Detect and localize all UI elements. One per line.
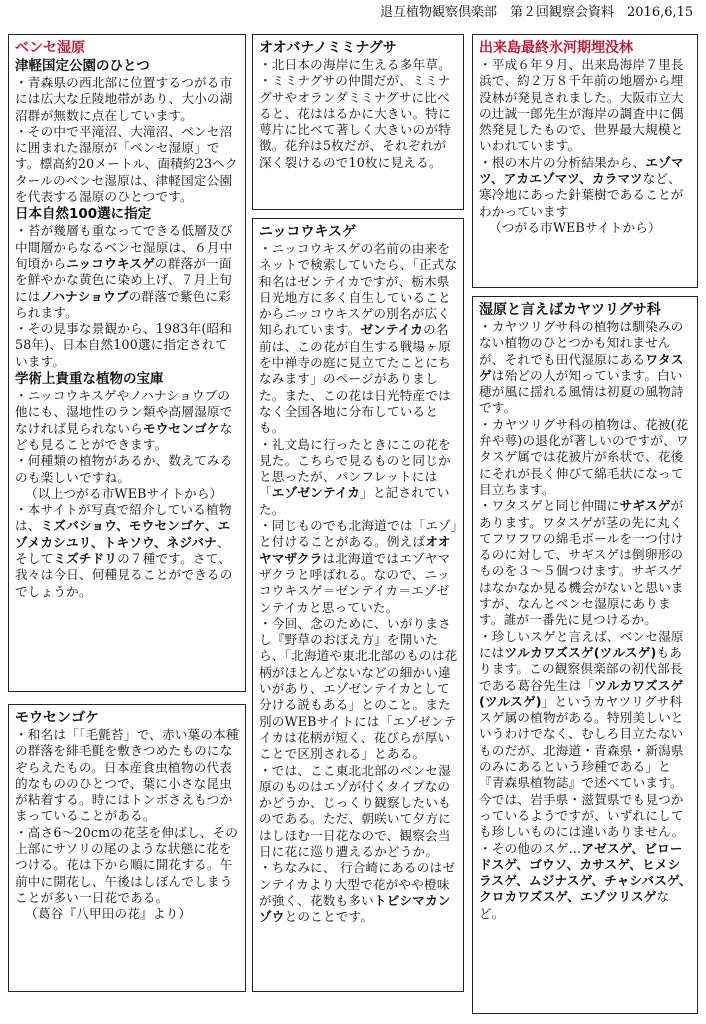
mousengoke-p1: ・和名は「「毛氈苔」で、赤い葉の本種の群落を緋毛氈を敷きつめたものになぞらえたもの。日本産食虫植物の代表的なもののひとつで、葉に小さな昆虫が粘着する。時にはトンボさえもつかまっていることがある。 (15, 727, 239, 824)
demoto-source: （つがる市WEBサイトから） (489, 219, 661, 235)
mousengoke-p2: ・高さ6～20cmの花茎を伸ばし、その上部にサソリの尾のような状態に花をつける。花は下から順に開花する。午前中に開花し、午後はしぼんでしまうことが多い一日花である。 (15, 824, 239, 905)
bense-p6: ・何種類の植物があるか、数えてみるのも楽しいですね。 (15, 453, 233, 485)
oobana-title: オオバナノミミナグサ (259, 40, 397, 56)
oobana-p2: ・ミミナグサの仲間だが、ミミナグサやオランダミミナグサに比べると、花ははるかに大きい。特に萼片に比べて著しく大きいのが特徴。花弁は5枚だが、それぞれが深く裂けるので10枚に見える。 (259, 73, 451, 170)
nikkou-p1: ・ニッコウキスゲの名前の由来をネットで検索していたら、「正式な和名はゼンテイカですが、栃木県日光地方に多く自生していることからニッコウキスゲの別名が広く知られています。ゼンテイカの名前は、この花が自生する戦場ヶ原を中禅寺の庭に見立てたことにちなみます」のページがありました。また、この花は日光特産ではなく全国各地に分布しているとも。 (259, 241, 458, 436)
kayatsuri-p1: ・カヤツリグサ科の植物は馴染みのない植物のひとつかも知れませんが、それでも田代湿原にあるワタスゲは殆どの人が知っています。白い穂が風に揺れる風情は初夏の風物詩です。 (479, 319, 684, 416)
mousengoke-section (8, 704, 246, 992)
nikkou-section (252, 218, 464, 992)
nikkou-p3: ・同じものでも北海道では「エゾ」と付けることがある。例えばオオヤマザクラは北海道ではエゾヤマザクラと呼ばれる。なので、ニッコウキスゲ＝ゼンテイカ＝エゾゼンテイカと思っていた。 (259, 518, 458, 615)
mousengoke-title: モウセンゴケ (15, 710, 99, 726)
bense-p5: ・ニッコウキスゲやノハナショウブの他にも、湿地性のラン類や高層湿原でなければ見られないらモウセンゴケなども見ることができます。 (15, 388, 233, 452)
bense-title: ベンセ湿原 (15, 40, 85, 56)
demoto-section (472, 34, 698, 288)
bense-sub2: 日本自然100選に指定 (15, 206, 152, 223)
kayatsuri-section (472, 296, 698, 1014)
bense-sub1: 津軽国定公園のひとつ (15, 58, 150, 74)
nikkou-p4: ・今回、念のために、いがりまさし『野草のおぼえ方』を開いたら、「北海道や東北北部のものは花柄がほとんどないなどの細かい違いがあり、エゾゼンテイカとして分ける説もある」とのこと。また別のWEBサイトには「エゾゼンテイカは花柄が短く、花びらが厚いことで区別される」とある。 (259, 615, 458, 762)
demoto-title: 出来島最終氷河期埋没林 (479, 40, 633, 56)
mousengoke-source: （葛谷『八甲田の花』より） (25, 906, 192, 922)
kayatsuri-p3: ・ワタスゲと同じ仲間にサギスゲがあります。ワタスゲが茎の先に丸くてフワフワの綿毛ボールを一つ付けるのに対して、サギスゲは倒卵形のものを３～５個つけます。サギスゲはなかなか見る機会がないと思いますが、なんとベンセ湿原にあります。誰が一番先に見つけるか。 (479, 498, 684, 628)
oobana-p1: ・北日本の海岸に生える多年草。 (259, 57, 451, 72)
bense-p3: ・苔が幾層も重なってできる低層及び中間層からなるベンセ湿原は、６月中旬頃からニッコウキスゲの群落が一面を鮮やかな黄色に染め上げ、７月上旬にはノハナショウブの群落で紫色に彩られます。 (15, 223, 233, 320)
bense-p2: ・その中で平滝沼、大滝沼、ベンセ沼に囲まれた湿原が「ベンセ湿原」です。標高約20メートル、面積約23ヘクタールのベンセ湿原は、津軽国定公園を代表する湿原のひとつです。 (15, 123, 238, 205)
kayatsuri-p5: ・その他のスゲ…アゼスゲ、ビロードスゲ、ゴウソ、カサスゲ、ヒメシラスゲ、ムジナスゲ、チャシバスゲ、クロカワズスゲ、エゾツリスゲなど。 (479, 840, 692, 921)
bense-p8: ・本サイトが写真で紹介している植物は、ミズバショウ、モウセンゴケ、エゾメカシユリ、トキソウ、ネジバナ、そしてミズチドリの７種です。さて、我々は今日、何種見ることができるのでしょうか。 (15, 502, 233, 599)
demoto-p1: ・平成６年９月、出来島海岸７里長浜で、約２万８千年前の地層から埋没林が発見されました。大阪市立大の辻誠一郎先生が海岸の調査中に偶然発見したもので、世界最大規模といわれています。 (479, 57, 684, 154)
bense-source: （以上つがる市WEBサイトから） (25, 485, 223, 501)
kayatsuri-p2: ・カヤツリグサ科の植物は、花被(花弁や萼)の退化が著しいのですが、ワタスゲ属では花被片が糸状で、花後にそれが長く伸びて綿毛状になって目立ちます。 (479, 416, 689, 497)
nikkou-title: ニッコウキスゲ (259, 224, 357, 240)
nikkou-p2: ・礼文島に行ったときにこの花を見た。こちらで見るものと同じかと思ったが、パンフレットには「エゾゼンテイカ」と記されていた。 (259, 436, 451, 517)
bense-section (8, 34, 246, 692)
bense-sub3: 学術上貴重な植物の宝庫 (15, 371, 164, 388)
bense-p4: ・その見事な景観から、1983年(昭和58年)、日本自然100選に指定されています。 (15, 321, 233, 369)
nikkou-p6: ・ちなみに、 行合崎にあるのはゼンテイカより大型で花がやや橙味が強く、花数も多いトビシマカンゾウとのことです。 (259, 860, 456, 925)
header: 退互植物観察倶楽部 第２回観察会資料 2016,6,15 (380, 5, 694, 20)
demoto-p2: ・根の木片の分析結果から、エゾマツ、アカエゾマツ、カラマツなど、寒冷地にあった針葉樹であることがわかっています (479, 154, 684, 219)
bense-p1: ・青森県の西北部に位置するつがる市には広大な丘陵地帯があり、大小の湖沼群が無数に点在しています。 (15, 75, 233, 123)
kayatsuri-title: 湿原と言えばカヤツリグサ科 (479, 302, 661, 318)
nikkou-p5: ・では、ここ東北北部のベンセ湿原のものはエゾが付くタイプなのかどうか、じっくり観察したいものである。ただ、朝咲いて夕方にはしほむ一日花なので、観察会当日に花に巡り遭えるかどうか。 (259, 762, 451, 859)
kayatsuri-p4: ・珍しいスゲと言えば、ベンセ湿原にはツルカワズスゲ(ツルスゲ)もあります。この観察倶楽部の初代部長である葛谷先生は「ツルカワズスゲ(ツルスゲ)」というカヤツリグサ科スゲ属の植物がある。特別美しいというわけでなく、むしろ目立たないものだが、北海道・青森県・新潟県のみにあるという珍種である」と『青森県植物誌』で述べています。今では、岩手県・滋賀県でも見つかっているようですが、いずれにしても珍しいものには違いありません。 (479, 628, 685, 840)
oobana-section (252, 34, 464, 210)
